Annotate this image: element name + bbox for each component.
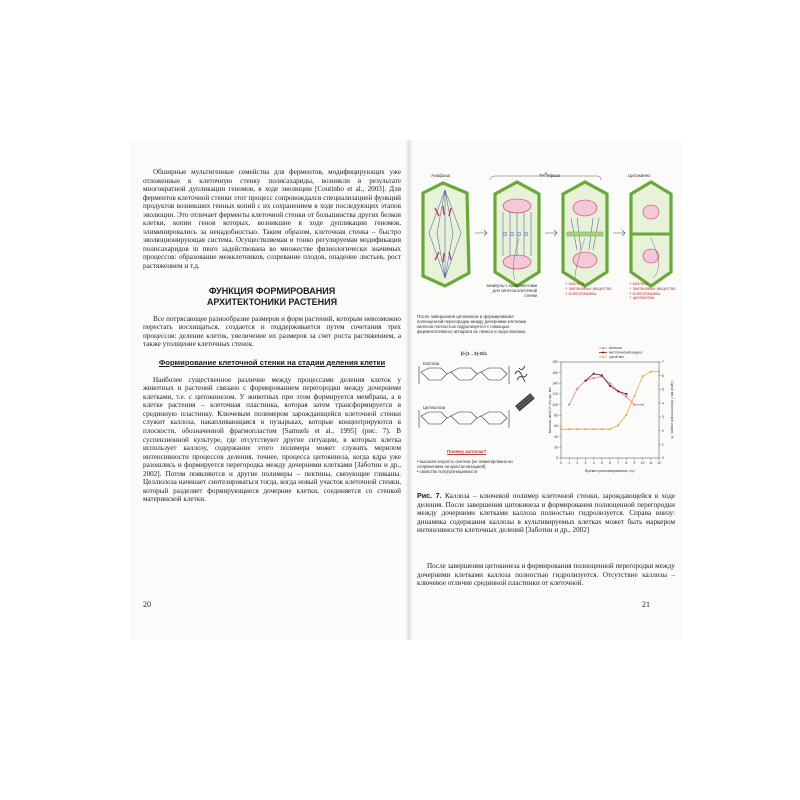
series-point-0 — [576, 388, 578, 390]
anaphase-cell — [423, 183, 469, 286]
legend-label-2: сухой вес — [609, 355, 625, 360]
y-tick-label-left: 80 — [554, 413, 558, 418]
x-tick-label: 5 — [600, 461, 603, 465]
y-tick-label-right: 6 — [662, 373, 664, 378]
x-tick-label: 10 — [640, 461, 645, 465]
x-tick-label: 1 — [568, 461, 571, 465]
y-tick-label-left: 180 — [552, 360, 558, 365]
figure-7 — [415, 168, 675, 486]
legend-label-1: митотический индекс — [609, 350, 643, 355]
cytokinesis-components-note: + каллоза + пектиновые вещества + ксилоглюканы + целлюлоза — [629, 281, 676, 301]
section-paragraph: Все потрясающее разнообразие размеров и форм растений, которым невозможно перестать восхищаться, создается и поддерживается путем сочетания трех процессов: деление клеток, увеличение их размеров за счет роста растяжением, а также утолщение клеточных стенок. — [143, 314, 401, 349]
x-axis-label: Время культивирования, сут — [584, 469, 636, 473]
series-point-2 — [658, 371, 660, 373]
series-point-2 — [568, 428, 570, 430]
series-point-1 — [584, 380, 586, 382]
subsection-paragraph: Наиболее существенное различие между процессами деления клеток у животных и растений связано с формированием перегородки между дочерними клетками, т.е. с цитокинезом. У животных при этом формируется мембрана, а в клетке растения – клеточная пластинка, которая затем трансформируется в срединную пластинку. Ключевым полимером зарождающейся клеточной стенки служит каллоза, накапливающаяся в пузырьках, которые концентрируются в плоскости, обозначенной фрагмопластом [Samuels et al., 1995] (рис. 7). В суспензионной культуре, где отсутствуют другие ситуации, в которых клетка использует каллозу, содержание этого полимера может служить мерилом интенсивности процессов деления, точнее, процесса цитокинеза, когда ядра уже разошлись и формируется перегородка между дочерними клетками [Заботин и др., 2002]. Потом появляются и другие полимеры – пектины, связующие гликаны. Целлюлоза начинает синтезироваться тогда, когда новый участок клеточной стенки, который разделяет формирующиеся дочерние клетки, соединяется со стенкой материнской клетки. — [143, 375, 401, 504]
legend-label-0: каллоза — [609, 346, 622, 351]
right-page-paragraph: После завершения цитокинеза и формирования полноценной перегородки между дочерними клетками каллоза полностью гидролизуется. Отсутствие каллозы – ключевое отличие срединной пластинки от клеточной. — [417, 562, 675, 588]
subsection-title: Формирование клеточной стенки на стадии деления клетки — [158, 357, 386, 367]
series-line-2 — [561, 372, 659, 430]
telophase-cell-2 — [563, 182, 607, 286]
figure-caption — [417, 492, 675, 535]
y-tick-label-left: 40 — [554, 434, 558, 439]
telophase-components-note: + каллоза + пектиновые вещества + ксилоглюканы — [565, 281, 612, 296]
x-tick-label: 2 — [576, 461, 579, 465]
legend-marker-2 — [602, 356, 604, 358]
cytokinesis-cell — [631, 182, 671, 286]
series-point-2 — [593, 428, 595, 430]
y-tick-label-left: 0 — [556, 456, 558, 461]
y-axis-label-right: Сухой вес / Митотический индекс, % — [670, 381, 674, 439]
plot-frame — [561, 362, 659, 458]
telophase-cell-1 — [495, 182, 539, 286]
x-tick-label: 11 — [649, 461, 653, 465]
stage-telophase-label: Телофаза — [539, 173, 561, 178]
x-tick-label: 8 — [625, 461, 628, 465]
intro-paragraph: Обширные мультигенные семейства для ферментов, модифицирующих уже отложенные в клеточную стенку полисахариды, возникли в результате многократной дупликации геномов, в ходе эволюции [Coutinho et al., 2003]. Для ферментов клеточной стенки этот процесс сопровождался специализацией функций продуктов возникших генных копий с их сохранением в ходе последующих этапов эволюции. Это отличает ферменты клеточной стенки от большинства других белков клетки, копии генов которых, возникшие в ходе дупликации геномов, элиминировались за ненадобностью. Таким образом, клеточная стенка – быстро эволюционирующая система. Осуществляемая и тонко регулируемая модификация полисахаридов in muro задействована во множестве физиологически значимых процессов: образование межклетников, созревание плодов, опадение листьев, рост растяжением и т.д. — [143, 168, 401, 271]
series-point-1 — [609, 385, 611, 387]
y-tick-label-right: 3 — [662, 415, 664, 420]
series-point-0 — [633, 404, 635, 406]
series-point-2 — [609, 428, 611, 430]
series-point-2 — [584, 428, 586, 430]
series-point-0 — [625, 396, 627, 398]
book-gutter — [405, 140, 413, 640]
series-point-0 — [568, 404, 570, 406]
y-axis-label-left: Каллоза, мкг/(10⁶ кл) сух. вес — [548, 386, 552, 434]
right-page-text — [417, 562, 675, 588]
y-tick-label-left: 120 — [552, 392, 558, 397]
vesicles-note: везикулы с компонентами для синтеза клеточной стенки — [486, 283, 537, 298]
why-callose-label: Почему каллоза? — [447, 449, 487, 454]
series-point-1 — [617, 390, 619, 392]
series-point-1 — [601, 374, 603, 376]
y-tick-label-left: 160 — [552, 370, 558, 375]
x-tick-label: 9 — [633, 461, 636, 465]
series-point-2 — [601, 428, 603, 430]
left-page — [143, 168, 401, 504]
caption-label: Рис. 7. — [417, 492, 442, 500]
cell-division-diagram — [415, 168, 675, 298]
y-tick-label-right: 0 — [662, 456, 664, 461]
section-title-line1: ФУНКЦИЯ ФОРМИРОВАНИЯ — [208, 285, 336, 296]
y-tick-label-right: 5 — [662, 387, 664, 392]
x-tick-label: 3 — [584, 461, 587, 465]
y-tick-label-left: 100 — [552, 402, 558, 407]
page-number-left: 20 — [143, 600, 151, 609]
callose-label: Каллоза — [423, 361, 440, 366]
section-title-line2: АРХИТЕКТОНИКИ РАСТЕНИЯ — [206, 296, 338, 307]
polymer-structures — [415, 358, 535, 438]
series-point-2 — [642, 375, 644, 377]
y-tick-label-right: 2 — [662, 428, 664, 433]
page-number-right: 21 — [642, 600, 650, 609]
series-point-0 — [593, 377, 595, 379]
series-point-2 — [576, 428, 578, 430]
linkage-label: β-(1→3)-Glc — [461, 351, 488, 356]
y-tick-label-left: 20 — [554, 445, 558, 450]
series-point-0 — [642, 404, 644, 406]
y-tick-label-left: 140 — [552, 381, 558, 386]
y-tick-label-left: 60 — [554, 424, 558, 429]
legend-marker-0 — [602, 347, 604, 349]
series-point-2 — [650, 371, 652, 373]
callose-bullet-1: • высокая скорость синтеза (не лимитирована ни сопряжением ни кристаллизацией); — [417, 459, 513, 469]
stage-cytokinesis-label: Цитокинез — [628, 173, 651, 178]
section-title — [143, 286, 401, 308]
x-tick-label: 0 — [560, 461, 562, 465]
stage-anaphase-label: Анафаза — [431, 173, 451, 178]
series-point-1 — [625, 393, 627, 395]
legend-marker-1 — [602, 352, 604, 354]
y-tick-label-right: 4 — [662, 401, 664, 406]
y-tick-label-right: 1 — [662, 442, 664, 447]
series-point-1 — [593, 373, 595, 375]
series-point-2 — [633, 395, 635, 397]
series-point-2 — [625, 414, 627, 416]
callose-bullet-2: • свойство полупроницаемости — [417, 469, 478, 474]
series-point-0 — [609, 382, 611, 384]
series-point-2 — [560, 428, 562, 430]
hydrolysis-note: После завершения цитокинеза и формирования полноценной перегородки между дочерними клетками каллоза полностью гидролизуется с помощью ферментативного аппарата их лизиса и эндоглюканаз — [417, 314, 526, 334]
caption-text: Каллоза – ключевой полимер клеточной стенки, зарождающейся в ходе деления. После завершения цитокинеза и формирования полноценной перегородки между дочерними клетками каллоза полностью гидролизуется. Справа внизу: динамика содержания каллозы в культивируемых клетках может быть маркером интенсивности клеточных делений [Заботин и др., 2002] — [417, 492, 676, 535]
y-tick-label-right: 7 — [662, 360, 664, 365]
series-line-1 — [586, 374, 627, 394]
x-tick-label: 7 — [617, 461, 620, 465]
callose-dynamics-chart — [547, 346, 675, 486]
x-tick-label: 6 — [609, 461, 611, 465]
cellulose-label: Целлюлоза — [423, 405, 446, 410]
x-tick-label: 12 — [657, 461, 661, 465]
series-point-2 — [617, 424, 619, 426]
x-tick-label: 4 — [592, 461, 595, 465]
